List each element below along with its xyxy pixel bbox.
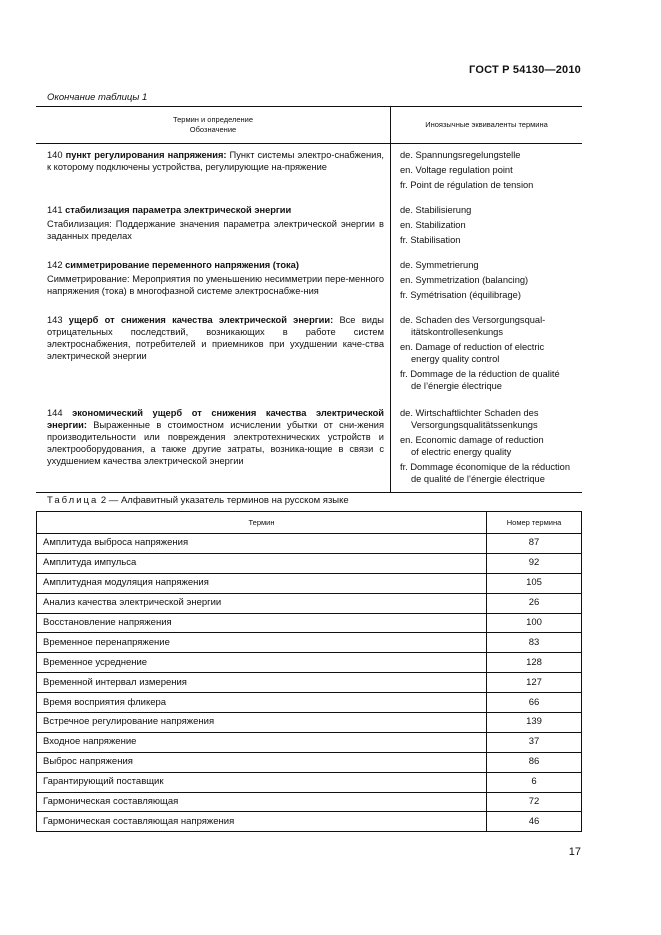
- table-row: [37, 812, 582, 832]
- table-row: [37, 693, 582, 713]
- index-term-number: 87: [487, 534, 582, 554]
- index-term-number: 26: [487, 593, 582, 613]
- index-term-number: 6: [487, 772, 582, 792]
- equivalent-de: de. Stabilisierung: [400, 205, 472, 215]
- equivalent-line: fr. Dommage économique de la réduction: [400, 462, 571, 472]
- term-number: 141: [47, 205, 63, 215]
- equivalent-continuation: of electric energy quality: [411, 447, 512, 457]
- table-row: [37, 593, 582, 613]
- equivalents-cell: [391, 257, 583, 312]
- index-term: Временное усреднение: [37, 653, 487, 673]
- index-term-number: 83: [487, 633, 582, 653]
- index-term: Входное напряжение: [37, 732, 487, 752]
- index-term: Амплитудная модуляция напряжения: [37, 573, 487, 593]
- term-definition-inline: Пункт системы электро-снабжения, к которому подключены устройства, регулирующие на-пряжение: [47, 150, 384, 172]
- term-definition: Симметрирование: Мероприятия по уменьшению несимметрии пере-менного напряжения (тока) в многофазной системе электроснабже-ния: [47, 274, 384, 296]
- table-row: [37, 772, 582, 792]
- term-definition-cell: [36, 312, 391, 405]
- term-row-143: [36, 312, 582, 405]
- index-term: Анализ качества электрической энергии: [37, 593, 487, 613]
- index-term-number: 100: [487, 613, 582, 633]
- index-term: Гарантирующий поставщик: [37, 772, 487, 792]
- table2-col-term-header: Термин: [37, 512, 487, 534]
- alphabetical-index-table: [36, 511, 582, 832]
- index-term: Гармоническая составляющая напряжения: [37, 812, 487, 832]
- equivalent-line: fr. Dommage de la réduction de qualité: [400, 369, 560, 379]
- equivalent-line: en. Economic damage of reduction: [400, 435, 544, 445]
- table2-caption: [47, 495, 349, 506]
- equivalent-fr: fr. Stabilisation: [400, 235, 461, 245]
- equivalent-fr: fr. Symétrisation (équilibrage): [400, 290, 521, 300]
- term-title: пункт регулирования напряжения:: [65, 150, 227, 160]
- term-text: [47, 259, 384, 271]
- term-number: 140: [47, 150, 63, 160]
- table1-caption: Окончание таблицы 1: [47, 92, 148, 103]
- index-term: Временное перенапряжение: [37, 633, 487, 653]
- table-row: [37, 613, 582, 633]
- index-term-number: 128: [487, 653, 582, 673]
- index-term: Встречное регулирование напряжения: [37, 713, 487, 733]
- page-number: 17: [568, 846, 581, 858]
- index-term: Амплитуда импульса: [37, 553, 487, 573]
- equivalents-cell: [391, 144, 583, 203]
- table-row: [37, 534, 582, 554]
- index-term-number: 105: [487, 573, 582, 593]
- table-row: [37, 553, 582, 573]
- header-designation: Обозначение: [189, 125, 237, 134]
- index-term: Временной интервал измерения: [37, 673, 487, 693]
- index-term-number: 127: [487, 673, 582, 693]
- equivalent-en: en. Voltage regulation point: [400, 165, 513, 175]
- equivalents-cell: [391, 405, 583, 493]
- term-text: [47, 204, 384, 216]
- equivalent-en: en. Stabilization: [400, 220, 466, 230]
- term-number: 142: [47, 260, 63, 270]
- term-title: экономический ущерб от снижения качества электрической энергии:: [47, 408, 384, 430]
- table-row: [37, 752, 582, 772]
- table-row: [37, 633, 582, 653]
- equivalent-continuation: Versorgungsqualitätssenkungs: [411, 420, 538, 430]
- table-row: [37, 573, 582, 593]
- table-row: [37, 732, 582, 752]
- index-term: Восстановление напряжения: [37, 613, 487, 633]
- term-text: [47, 314, 384, 362]
- term-definition-cell: [36, 202, 391, 257]
- index-term-number: 139: [487, 713, 582, 733]
- equivalents-cell: [391, 202, 583, 257]
- index-term-number: 66: [487, 693, 582, 713]
- index-term-number: 86: [487, 752, 582, 772]
- equivalent-continuation: energy quality control: [411, 354, 500, 364]
- table-row: [37, 792, 582, 812]
- term-row-140: [36, 144, 582, 203]
- table-row: [37, 673, 582, 693]
- document-code: ГОСТ Р 54130—2010: [469, 64, 581, 76]
- index-term: Амплитуда выброса напряжения: [37, 534, 487, 554]
- term-definition-cell: [36, 144, 391, 203]
- term-definition: Стабилизация: Поддержание значения параметра электрической энергии в заданных пределах: [47, 219, 384, 241]
- index-term-number: 46: [487, 812, 582, 832]
- equivalent-continuation: de l’énergie électrique: [411, 381, 502, 391]
- table2-col-number-header: Номер термина: [487, 512, 582, 534]
- equivalent-continuation: de qualité de l’énergie électrique: [411, 474, 545, 484]
- table2-caption-label: Таблица: [47, 495, 99, 506]
- term-number: 144: [47, 408, 63, 418]
- index-term: Гармоническая составляющая: [37, 792, 487, 812]
- equivalent-de: [400, 314, 576, 338]
- equivalent-de: de. Spannungsregelungstelle: [400, 150, 521, 160]
- table1-col1-header: [36, 107, 391, 144]
- equivalent-continuation: itätskontrollesenkungs: [411, 327, 503, 337]
- equivalents-cell: [391, 312, 583, 405]
- table-row: [37, 653, 582, 673]
- equivalent-line: de. Schaden des Versorgungsqual-: [400, 315, 546, 325]
- equivalent-fr: [400, 461, 576, 485]
- equivalent-line: en. Damage of reduction of electric: [400, 342, 545, 352]
- term-title: симметрирование переменного напряжения (тока): [65, 260, 299, 270]
- equivalent-en: [400, 341, 576, 365]
- header-term-definition: Термин и определение: [172, 115, 254, 124]
- term-definition-inline: Все виды отрицательных последствий, возникающих в работе систем электроснабжения, потребителей и приемников при ухудшении каче-ства электрической энергии: [47, 315, 384, 361]
- equivalent-fr: [400, 368, 576, 392]
- term-definition-cell: [36, 405, 391, 493]
- equivalent-de: de. Symmetrierung: [400, 260, 479, 270]
- term-number: 143: [47, 315, 63, 325]
- equivalent-fr: fr. Point de régulation de tension: [400, 180, 534, 190]
- term-title: стабилизация параметра электрической энергии: [65, 205, 292, 215]
- index-term: Время восприятия фликера: [37, 693, 487, 713]
- equivalent-de: [400, 407, 576, 431]
- term-title: ущерб от снижения качества электрической энергии:: [68, 315, 334, 325]
- equivalent-en: [400, 434, 576, 458]
- term-text: [47, 407, 384, 467]
- equivalent-line: de. Wirtschaftlichter Schaden des: [400, 408, 539, 418]
- table2-caption-text: 2 — Алфавитный указатель терминов на русском языке: [98, 495, 349, 506]
- term-row-144: [36, 405, 582, 493]
- index-term-number: 92: [487, 553, 582, 573]
- index-term: Выброс напряжения: [37, 752, 487, 772]
- term-row-142: [36, 257, 582, 312]
- term-definition-cell: [36, 257, 391, 312]
- term-definition-inline: Выраженные в стоимостном исчислении убытки от сни-жения производительности или повреждения электротехнических устройств и электрооборудования, а также другие затраты, возника-ющие в связи с ухудшением качества электрической энергии: [47, 420, 384, 466]
- index-term-number: 37: [487, 732, 582, 752]
- index-term-number: 72: [487, 792, 582, 812]
- term-row-141: [36, 202, 582, 257]
- term-text: [47, 149, 384, 173]
- terms-definitions-table: [36, 106, 582, 493]
- table-row: [37, 713, 582, 733]
- table1-col2-header: Иноязычные эквиваленты термина: [391, 107, 583, 144]
- equivalent-en: en. Symmetrization (balancing): [400, 275, 529, 285]
